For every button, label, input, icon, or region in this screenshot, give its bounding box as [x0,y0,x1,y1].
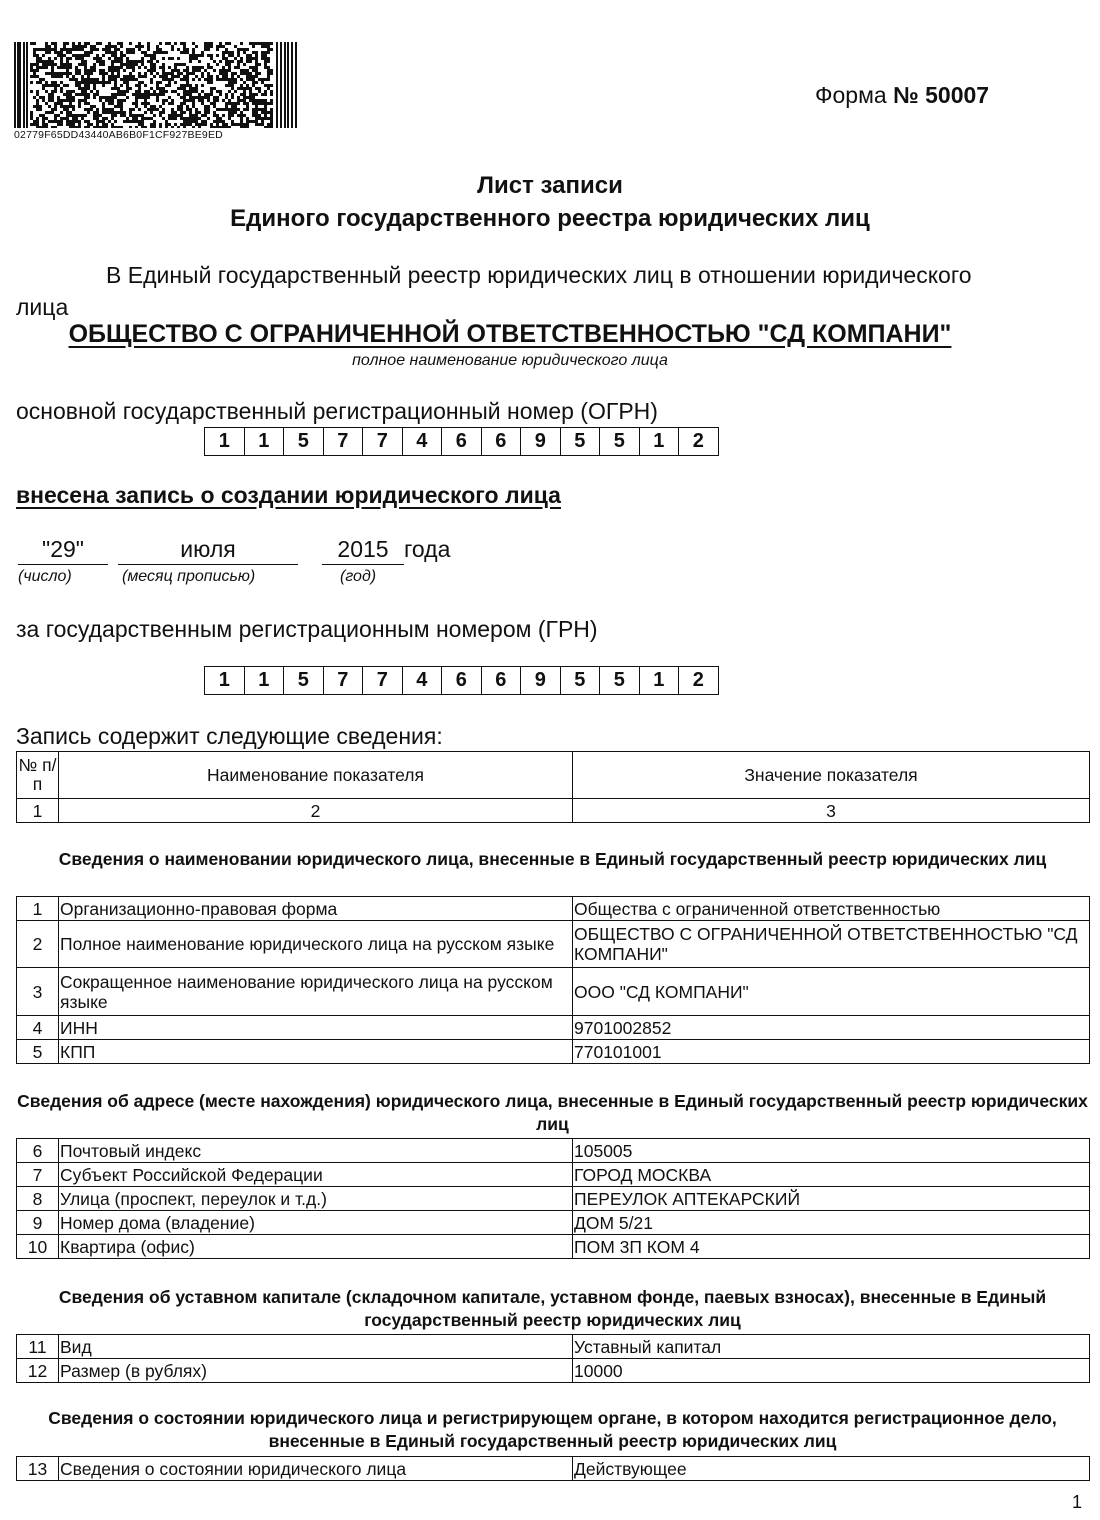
date-month-caption: (месяц прописью) [122,568,256,585]
row-name: Номер дома (владение) [59,1211,573,1235]
form-number-value: № 50007 [893,82,990,108]
row-value: Общества с ограниченной ответственностью [573,897,1090,921]
date-year-caption: (год) [340,568,377,585]
digit-box: 1 [640,667,680,694]
row-name: Размер (в рублях) [59,1359,573,1383]
record-contains-label: Запись содержит следующие сведения: [16,723,443,749]
digit-box: 4 [403,428,443,455]
row-name: Сведения о состоянии юридического лица [59,1457,573,1481]
section-title-status: Сведения о состоянии юридического лица и регистрирующем органе, в котором находится регистрационное дело, внесенные в Единый государственный реестр юридических лиц [48,1408,1057,1451]
row-name: Организационно-правовая форма [59,897,573,921]
digit-box: 6 [482,667,522,694]
digit-box: 6 [442,428,482,455]
digit-box: 2 [692,430,704,452]
date-year-underline [322,564,404,565]
row-number: 12 [17,1359,59,1383]
digit-box: 9 [521,667,561,694]
document-title-line2: Единого государственного реестра юридических лиц [230,205,870,232]
header-num-1: 1 [17,799,59,823]
intro-text-line1: В Единый государственный реестр юридических лиц в отношении юридического [106,262,972,288]
row-value: Действующее [573,1457,1090,1481]
row-value: Уставный капитал [573,1335,1090,1359]
digit-box: 5 [600,428,640,455]
ogrn-label: основной государственный регистрационный номер (ОГРН) [16,398,658,424]
digit-box: 5 [600,667,640,694]
record-created-heading: внесена запись о создании юридического лица [16,482,561,508]
date-day: "29" [42,536,84,562]
row-number: 1 [17,897,59,921]
row-value: ГОРОД МОСКВА [573,1163,1090,1187]
digit-box: 1 [205,667,245,694]
section-title-capital: Сведения об уставном капитале (складочном капитале, уставном фонде, паевых взносах), внесенные в Единый государственный реестр юридических лиц [58,1287,1047,1330]
row-value: ПОМ 3П КОМ 4 [573,1235,1090,1259]
date-day-caption: (число) [18,568,72,585]
row-number: 11 [17,1335,59,1359]
section-title-name: Сведения о наименовании юридического лица, внесенные в Единый государственный реестр юридических лиц [58,849,1047,869]
ogrn-digit-boxes [204,427,719,456]
header-col-name: Наименование показателя [59,752,573,799]
header-col-number: № п/п [17,752,59,799]
digit-box: 5 [284,667,324,694]
document-title-line1: Лист записи [477,172,623,199]
row-number: 6 [17,1139,59,1163]
row-number: 10 [17,1235,59,1259]
row-number: 13 [17,1457,59,1481]
digit-box: 4 [403,667,443,694]
date-day-underline [18,564,108,565]
row-number: 8 [17,1187,59,1211]
section-table-name [16,896,1090,1064]
section-table-status [16,1456,1090,1481]
intro-text-line2: лица [16,294,69,320]
row-name: Квартира (офис) [59,1235,573,1259]
header-num-2: 2 [59,799,573,823]
barcode-code-text: 02779F65DD43440AB6B0F1CF927BE9ED [14,129,223,141]
digit-box: 7 [363,667,403,694]
date-month: июля [180,536,236,562]
digit-box: 1 [205,428,245,455]
header-num-3: 3 [573,799,1090,823]
row-value: ОБЩЕСТВО С ОГРАНИЧЕННОЙ ОТВЕТСТВЕННОСТЬЮ "СД КОМПАНИ" [573,921,1090,968]
row-value: 105005 [573,1139,1090,1163]
header-table [16,751,1090,823]
row-name: Почтовый индекс [59,1139,573,1163]
digit-box: 5 [561,667,601,694]
row-number: 7 [17,1163,59,1187]
row-name: Улица (проспект, переулок и т.д.) [59,1187,573,1211]
page-number: 1 [1072,1492,1083,1512]
digit-box: 7 [363,428,403,455]
grn-label: за государственным регистрационным номером (ГРН) [16,616,598,642]
header-col-value: Значение показателя [573,752,1090,799]
row-name: Субъект Российской Федерации [59,1163,573,1187]
date-month-underline [118,564,298,565]
row-value: 10000 [573,1359,1090,1383]
row-value: ДОМ 5/21 [573,1211,1090,1235]
row-name: Сокращенное наименование юридического лица на русском языке [59,968,573,1016]
date-year: 2015 [337,536,389,562]
date-year-suffix: года [404,536,451,562]
digit-box: 1 [245,667,285,694]
form-prefix: Форма [815,82,887,108]
digit-box: 5 [561,428,601,455]
digit-box: 6 [442,667,482,694]
row-name: КПП [59,1040,573,1064]
row-number: 2 [17,921,59,968]
digit-box: 1 [245,428,285,455]
row-number: 4 [17,1016,59,1040]
entity-full-name: ОБЩЕСТВО С ОГРАНИЧЕННОЙ ОТВЕТСТВЕННОСТЬЮ "СД КОМПАНИ" [68,320,952,348]
form-number [815,82,989,109]
digit-box: 7 [324,667,364,694]
row-value: 770101001 [573,1040,1090,1064]
digit-box: 1 [640,428,680,455]
barcode-2d-code [14,42,298,128]
row-number: 5 [17,1040,59,1064]
row-value: ПЕРЕУЛОК АПТЕКАРСКИЙ [573,1187,1090,1211]
row-number: 3 [17,968,59,1016]
section-table-capital [16,1334,1090,1383]
row-value: 9701002852 [573,1016,1090,1040]
row-name: Вид [59,1335,573,1359]
digit-box: 5 [284,428,324,455]
entity-name-caption: полное наименование юридического лица [352,352,668,369]
digit-box: 7 [324,428,364,455]
row-value: ООО "СД КОМПАНИ" [573,968,1090,1016]
digit-box: 2 [692,669,704,691]
section-table-address [16,1138,1090,1259]
row-number: 9 [17,1211,59,1235]
row-name: Полное наименование юридического лица на русском языке [59,921,573,968]
digit-box: 9 [521,428,561,455]
section-title-address: Сведения об адресе (месте нахождения) юридического лица, внесенные в Единый государственный реестр юридических лиц [17,1091,1088,1134]
digit-box: 6 [482,428,522,455]
grn-digit-boxes [204,666,719,695]
row-name: ИНН [59,1016,573,1040]
